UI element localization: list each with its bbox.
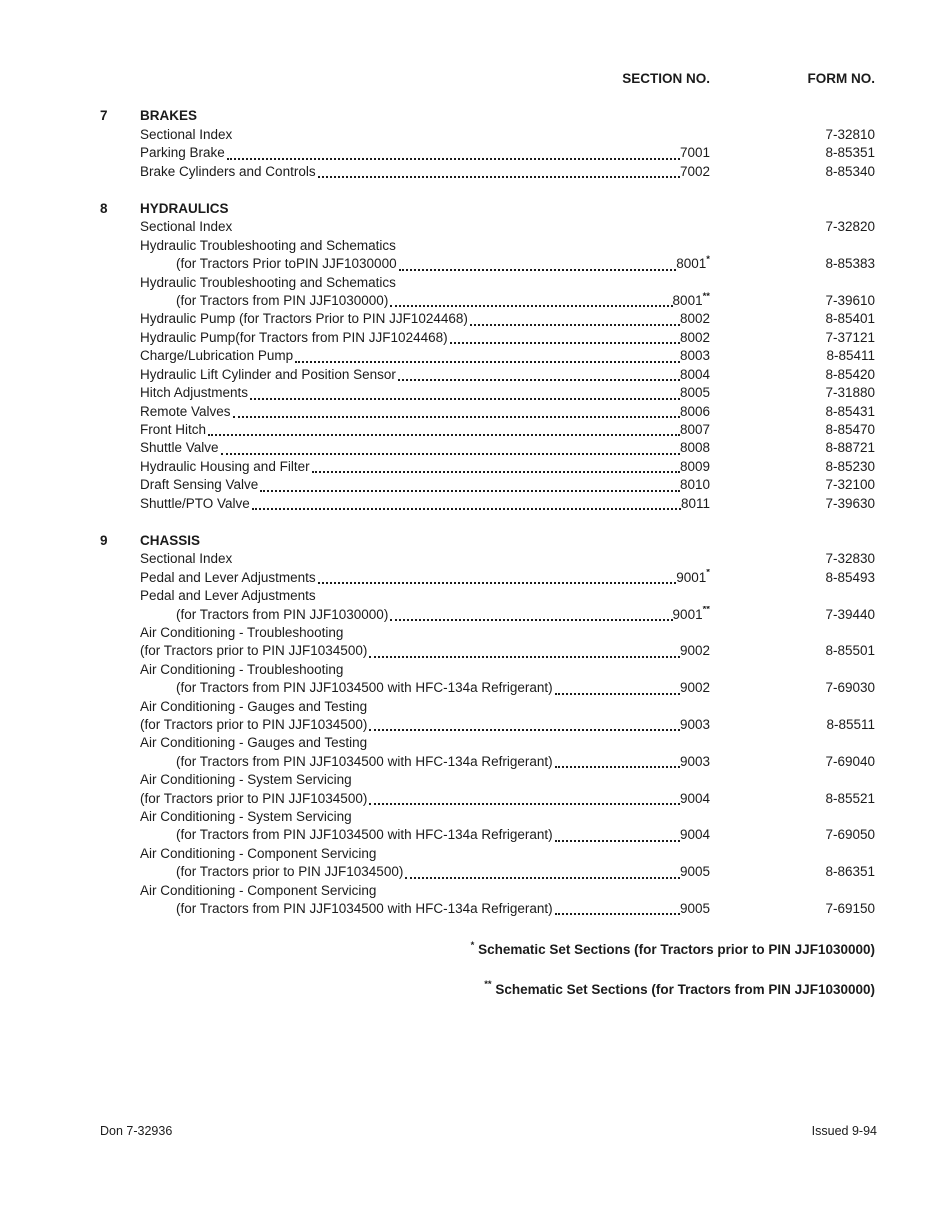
toc-section <box>100 532 875 919</box>
section-no-value: 8005 <box>679 385 710 401</box>
toc-item-label: (for Tractors prior to PIN JJF1034500) <box>140 643 368 659</box>
toc-row <box>100 587 875 605</box>
dot-leader <box>295 361 680 363</box>
toc-row <box>100 439 875 457</box>
dot-leader <box>318 176 680 178</box>
asterisk-marker: ** <box>702 605 710 616</box>
toc-item-label: (for Tractors from PIN JJF1034500 with HFC-134a Refrigerant) <box>176 901 553 917</box>
section-no-value: 8007 <box>679 421 710 437</box>
toc-section <box>100 200 875 513</box>
toc-item-label: Air Conditioning - Component Servicing <box>140 845 377 861</box>
toc-row <box>100 550 875 568</box>
section-no-value: 9003 <box>679 753 710 769</box>
toc-item-label: (for Tractors Prior toPIN JJF1030000 <box>176 256 397 272</box>
form-no-value: 7-69050 <box>825 827 875 843</box>
form-no-value: 7-31880 <box>825 385 875 401</box>
form-no-value: 8-85340 <box>825 163 875 179</box>
toc-row <box>100 882 875 900</box>
toc-row <box>100 845 875 863</box>
toc-row <box>100 790 875 808</box>
toc-section-header <box>100 200 875 218</box>
section-no-value: 8004 <box>679 366 710 382</box>
form-no-value: 8-85493 <box>825 569 875 585</box>
toc-item-label: Sectional Index <box>140 219 233 235</box>
toc-item-label: Front Hitch <box>140 421 207 437</box>
toc-row <box>100 403 875 421</box>
toc-item-label: Hydraulic Troubleshooting and Schematics <box>140 237 396 253</box>
section-no-value: 9004 <box>679 790 710 806</box>
toc-content <box>100 70 875 999</box>
form-no-value: 7-69040 <box>825 753 875 769</box>
toc-item-label: Hydraulic Lift Cylinder and Position Sensor <box>140 366 396 382</box>
toc-row <box>100 476 875 494</box>
section-title: BRAKES <box>140 108 198 124</box>
toc-item-label: Shuttle Valve <box>140 440 219 456</box>
toc-row <box>100 698 875 716</box>
asterisk-marker: * <box>706 255 710 265</box>
section-no-value: 8006 <box>679 403 710 419</box>
form-no-value: 8-85470 <box>825 421 875 437</box>
toc-item-label: Air Conditioning - Troubleshooting <box>140 624 344 640</box>
footnote-text: Schematic Set Sections (for Tractors prior to PIN JJF1030000) <box>474 942 875 958</box>
dot-leader <box>555 766 680 768</box>
toc-item-label: Shuttle/PTO Valve <box>140 495 250 511</box>
form-no-column-header: FORM NO. <box>807 71 875 86</box>
form-no-value: 8-85511 <box>826 717 875 732</box>
toc-item-label: Hydraulic Pump(for Tractors from PIN JJF1024468) <box>140 329 448 345</box>
toc-item-label: Parking Brake <box>140 145 225 161</box>
dot-leader <box>405 877 680 879</box>
form-no-value: 8-85501 <box>825 643 875 659</box>
section-no-value: 8002 <box>679 329 710 345</box>
toc-row <box>100 734 875 752</box>
toc-row <box>100 144 875 162</box>
toc-item-label: Sectional Index <box>140 126 233 142</box>
form-no-value: 7-69150 <box>825 901 875 917</box>
section-title: HYDRAULICS <box>140 201 229 217</box>
toc-row <box>100 863 875 881</box>
dot-leader <box>369 656 680 658</box>
toc-item-label: Air Conditioning - Gauges and Testing <box>140 698 368 714</box>
form-no-value: 8-86351 <box>825 864 875 880</box>
dot-leader <box>208 434 680 436</box>
section-no-value: 9004 <box>679 827 710 843</box>
toc-row <box>100 237 875 255</box>
form-no-value: 8-85401 <box>825 311 875 327</box>
toc-item-label: Air Conditioning - Troubleshooting <box>140 661 344 677</box>
section-no-value: 8002 <box>679 311 710 327</box>
section-no-value: 8009 <box>679 458 710 474</box>
toc-item-label: (for Tractors from PIN JJF1030000) <box>176 606 389 622</box>
toc-row <box>100 808 875 826</box>
section-no-value: 9001* <box>676 568 710 585</box>
toc-item-label: Charge/Lubrication Pump <box>140 348 294 364</box>
toc-row <box>100 421 875 439</box>
toc-item-label: (for Tractors prior to PIN JJF1034500) <box>140 790 368 806</box>
dot-leader <box>398 379 680 381</box>
toc-row <box>100 569 875 587</box>
footnote-double-asterisk <box>100 981 875 999</box>
footnote-text: Schematic Set Sections (for Tractors from PIN JJF1030000) <box>491 981 875 997</box>
toc-item-label: (for Tractors from PIN JJF1034500 with HFC-134a Refrigerant) <box>176 753 553 769</box>
toc-item-label: Pedal and Lever Adjustments <box>140 588 316 604</box>
dot-leader <box>250 398 680 400</box>
toc-item-label: Air Conditioning - System Servicing <box>140 772 352 788</box>
dot-leader <box>369 729 680 731</box>
section-no-value: 8001** <box>672 292 710 309</box>
toc-item-label: Hydraulic Pump (for Tractors Prior to PIN JJF1024468) <box>140 311 468 327</box>
section-no-value: 9005 <box>679 864 710 880</box>
toc-row <box>100 310 875 328</box>
toc-row <box>100 679 875 697</box>
form-no-value: 7-32810 <box>825 126 875 142</box>
form-no-value: 7-37121 <box>825 329 875 345</box>
form-no-value: 8-85383 <box>825 256 875 272</box>
toc-section-header <box>100 107 875 125</box>
toc-row <box>100 661 875 679</box>
asterisk-marker: * <box>470 939 475 951</box>
dot-leader <box>390 619 672 621</box>
form-no-value: 8-88721 <box>825 440 875 456</box>
footer-issue-date: Issued 9-94 <box>811 1124 877 1138</box>
section-no-value: 7002 <box>679 163 710 179</box>
section-no-value: 9001** <box>672 605 710 622</box>
form-no-value: 8-85351 <box>825 145 875 161</box>
dot-leader <box>399 269 677 271</box>
toc-row <box>100 218 875 236</box>
toc-row <box>100 292 875 310</box>
toc-row <box>100 458 875 476</box>
dot-leader <box>221 453 680 455</box>
toc-row <box>100 366 875 384</box>
form-no-value: 8-85411 <box>826 348 875 364</box>
dot-leader <box>555 913 680 915</box>
dot-leader <box>227 158 680 160</box>
dot-leader <box>318 582 677 584</box>
toc-row <box>100 329 875 347</box>
toc-row <box>100 495 875 513</box>
toc-item-label: (for Tractors from PIN JJF1030000) <box>176 293 389 309</box>
table-of-contents <box>100 107 875 918</box>
section-no-value: 8010 <box>679 477 710 493</box>
section-no-value: 9005 <box>679 901 710 917</box>
toc-row <box>100 716 875 734</box>
dot-leader <box>470 324 680 326</box>
toc-item-label: Brake Cylinders and Controls <box>140 163 316 179</box>
section-number: 7 <box>100 108 108 124</box>
toc-section-header <box>100 532 875 550</box>
section-no-value: 9003 <box>679 717 710 732</box>
toc-row <box>100 163 875 181</box>
footnotes <box>100 941 875 999</box>
form-no-value: 8-85230 <box>825 458 875 474</box>
form-no-value: 7-69030 <box>825 680 875 696</box>
section-number: 8 <box>100 201 108 217</box>
section-no-value: 7001 <box>679 145 710 161</box>
section-no-value: 8001* <box>676 255 710 272</box>
double-asterisk-marker: ** <box>484 979 492 991</box>
toc-row <box>100 606 875 624</box>
toc-item-label: Air Conditioning - Gauges and Testing <box>140 735 368 751</box>
toc-item-label: (for Tractors prior to PIN JJF1034500) <box>176 864 404 880</box>
toc-item-label: Sectional Index <box>140 551 233 567</box>
toc-row <box>100 900 875 918</box>
toc-item-label: (for Tractors from PIN JJF1034500 with HFC-134a Refrigerant) <box>176 827 553 843</box>
form-no-value: 7-39630 <box>825 495 875 511</box>
form-no-value: 8-85420 <box>825 366 875 382</box>
form-no-value: 7-32820 <box>825 219 875 235</box>
toc-item-label: (for Tractors from PIN JJF1034500 with HFC-134a Refrigerant) <box>176 680 553 696</box>
footnote-single-asterisk <box>100 941 875 959</box>
toc-item-label: (for Tractors prior to PIN JJF1034500) <box>140 717 368 732</box>
form-no-value: 8-85431 <box>825 403 875 419</box>
section-no-value: 8003 <box>679 348 710 364</box>
dot-leader <box>252 508 681 510</box>
toc-item-label: Draft Sensing Valve <box>140 477 259 493</box>
section-number: 9 <box>100 532 108 548</box>
toc-item-label: Hydraulic Troubleshooting and Schematics <box>140 274 396 290</box>
dot-leader <box>260 490 680 492</box>
form-no-value: 7-39610 <box>825 293 875 309</box>
dot-leader <box>555 693 680 695</box>
toc-item-label: Air Conditioning - Component Servicing <box>140 882 377 898</box>
form-no-value: 8-85521 <box>825 790 875 806</box>
dot-leader <box>233 416 680 418</box>
section-no-column-header: SECTION NO. <box>622 71 710 86</box>
section-no-value: 9002 <box>679 643 710 659</box>
toc-item-label: Hitch Adjustments <box>140 385 249 401</box>
toc-item-label: Air Conditioning - System Servicing <box>140 809 352 825</box>
column-header-row <box>100 70 875 88</box>
section-no-value: 8011 <box>680 495 710 511</box>
toc-row <box>100 771 875 789</box>
toc-item-label: Remote Valves <box>140 403 231 419</box>
dot-leader <box>555 840 680 842</box>
dot-leader <box>369 803 680 805</box>
toc-item-label: Pedal and Lever Adjustments <box>140 569 316 585</box>
section-no-value: 9002 <box>679 680 710 696</box>
page-footer <box>100 1124 877 1138</box>
toc-item-label: Hydraulic Housing and Filter <box>140 458 310 474</box>
toc-row <box>100 826 875 844</box>
form-no-value: 7-39440 <box>825 606 875 622</box>
toc-row <box>100 384 875 402</box>
toc-row <box>100 347 875 365</box>
form-no-value: 7-32830 <box>825 551 875 567</box>
dot-leader <box>390 305 672 307</box>
asterisk-marker: * <box>706 568 710 579</box>
toc-row <box>100 642 875 660</box>
toc-row <box>100 624 875 642</box>
section-title: CHASSIS <box>140 532 201 548</box>
toc-row <box>100 255 875 273</box>
section-no-value: 8008 <box>679 440 710 456</box>
dot-leader <box>312 471 680 473</box>
toc-row <box>100 274 875 292</box>
toc-section <box>100 107 875 181</box>
dot-leader <box>450 342 680 344</box>
asterisk-marker: ** <box>702 292 710 302</box>
toc-row <box>100 753 875 771</box>
footer-form-number: Don 7-32936 <box>100 1124 173 1138</box>
form-no-value: 7-32100 <box>825 477 875 493</box>
toc-row <box>100 126 875 144</box>
